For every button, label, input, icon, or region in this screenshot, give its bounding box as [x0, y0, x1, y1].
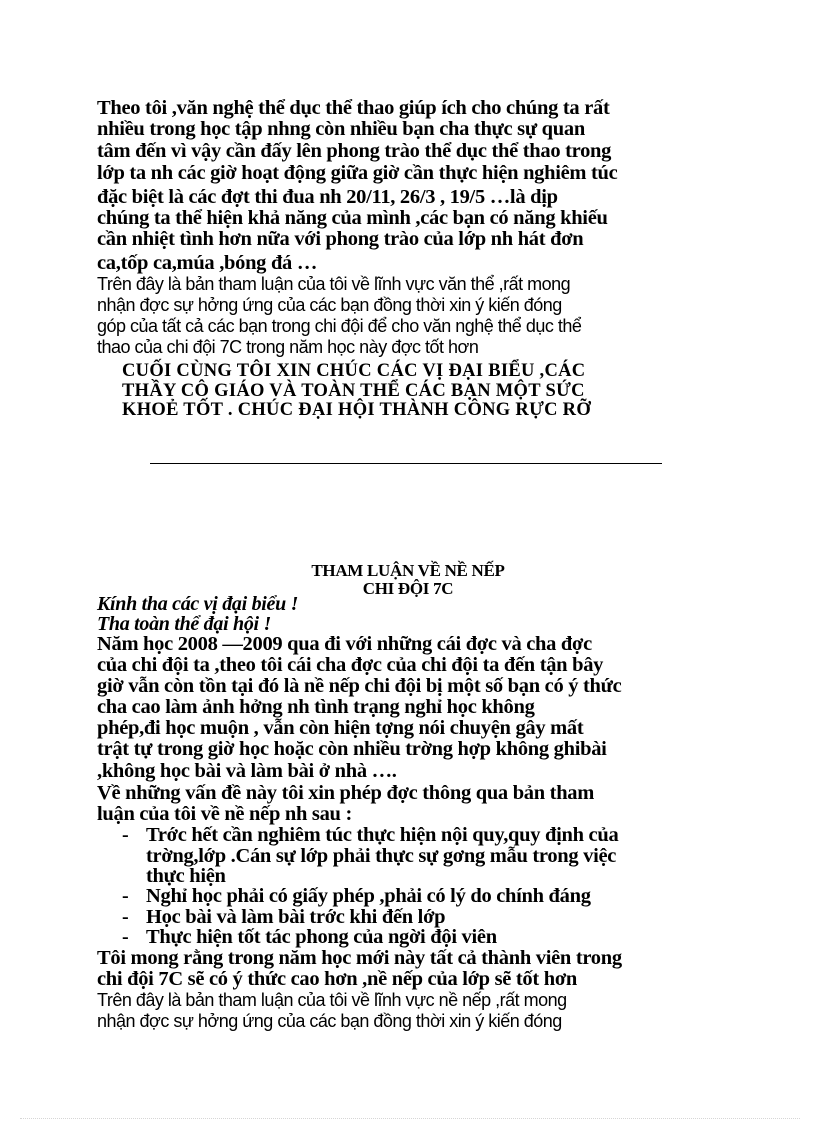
paragraph-line: Theo tôi ,văn nghệ thể dục thể thao giúp ích cho chúng ta rất	[97, 97, 610, 119]
bullet-dash: -	[122, 885, 129, 907]
paragraph-line: giờ vẫn còn tồn tại đó là nề nếp chi đội bị một số bạn có ý thức	[97, 675, 622, 697]
closing-line: nhận đợc sự hởng ứng của các bạn đồng thời xin ý kiến đóng	[97, 295, 562, 315]
wishes-line: CUỐI CÙNG TÔI XIN CHÚC CÁC VỊ ĐẠI BIỂU ,CÁC	[122, 361, 586, 381]
paragraph-line: lớp ta nh các giờ hoạt động giữa giờ cần thực hiện nghiêm túc	[97, 162, 618, 184]
page-bottom-border	[20, 1118, 800, 1119]
paragraph-line: Về những vấn đề này tôi xin phép đợc thông qua bản tham	[97, 782, 595, 804]
closing-line: nhận đợc sự hởng ứng của các bạn đồng thời xin ý kiến đóng	[97, 1011, 562, 1031]
bullet-dash: -	[122, 906, 129, 928]
list-item: Trớc hết cần nghiêm túc thực hiện nội quy,quy định của	[146, 824, 619, 846]
paragraph-line: phép,đi học muộn , vẫn còn hiện tợng nói chuyện gây mất	[97, 717, 584, 739]
paragraph-line: chi đội 7C sẽ có ý thức cao hơn ,nề nếp của lớp sẽ tốt hơn	[97, 968, 577, 990]
paragraph-line: chúng ta thể hiện khả năng của mình ,các bạn có năng khiếu	[97, 207, 608, 229]
paragraph-line: nhiều trong học tập nhng còn nhiều bạn cha thực sự quan	[97, 118, 585, 140]
closing-line: thao của chi đội 7C trong năm học này đợc tốt hơn	[97, 337, 479, 357]
list-item: Học bài và làm bài trớc khi đến lớp	[146, 906, 446, 928]
paragraph-line: ,không học bài và làm bài ở nhà ….	[97, 760, 397, 782]
closing-line: Trên đây là bản tham luận của tôi về lĩnh vực nề nếp ,rất mong	[97, 990, 567, 1010]
paragraph-line: Tôi mong rằng trong năm học mới này tất cả thành viên trong	[97, 947, 622, 969]
wishes-line: THẦY CÔ GIÁO VÀ TOÀN THỂ CÁC BẠN MỘT SỨC	[122, 381, 585, 401]
bullet-dash: -	[122, 926, 129, 948]
horizontal-rule	[150, 463, 662, 464]
greeting-line: Kính tha các vị đại biểu !	[97, 593, 299, 615]
list-item-continued: trờng,lớp .Cán sự lớp phải thực sự gơng mẫu trong việc	[146, 845, 617, 867]
paragraph-line: Năm học 2008 —2009 qua đi với những cái đợc và cha đợc	[97, 633, 592, 655]
closing-line: góp của tất cả các bạn trong chi đội để cho văn nghệ thể dục thể	[97, 316, 582, 336]
list-item-continued: thực hiện	[146, 865, 226, 887]
greeting-line: Tha toàn thể đại hội !	[97, 613, 271, 635]
paragraph-line: trật tự trong giờ học hoặc còn nhiều trờng hợp không ghibài	[97, 738, 607, 760]
section-subtitle: CHI ĐỘI 7C	[362, 579, 454, 598]
wishes-line: KHOẺ TỐT . CHÚC ĐẠI HỘI THÀNH CÔNG RỰC RỠ	[122, 400, 592, 420]
paragraph-line: đặc biệt là các đợt thi đua nh 20/11, 26/3 , 19/5 …là dịp	[97, 186, 558, 208]
list-item: Nghỉ học phải có giấy phép ,phải có lý do chính đáng	[146, 885, 591, 907]
paragraph-line: của chi đội ta ,theo tôi cái cha đợc của chi đội ta đến tận bây	[97, 654, 604, 676]
paragraph-line: luận của tôi về nề nếp nh sau :	[97, 803, 352, 825]
section-title: THAM LUẬN VỀ NỀ NẾP	[311, 561, 505, 580]
paragraph-line: ca,tốp ca,múa ,bóng đá …	[97, 252, 318, 274]
paragraph-line: tâm đến vì vậy cần đấy lên phong trào thể dục thể thao trong	[97, 140, 612, 162]
bullet-dash: -	[122, 824, 129, 846]
closing-line: Trên đây là bản tham luận của tôi về lĩnh vực văn thể ,rất mong	[97, 274, 571, 294]
list-item: Thực hiện tốt tác phong của ngời đội viên	[146, 926, 497, 948]
paragraph-line: cần nhiệt tình hơn nữa với phong trào của lớp nh hát đơn	[97, 228, 584, 250]
paragraph-line: cha cao làm ảnh hởng nh tình trạng nghỉ học không	[97, 696, 535, 718]
